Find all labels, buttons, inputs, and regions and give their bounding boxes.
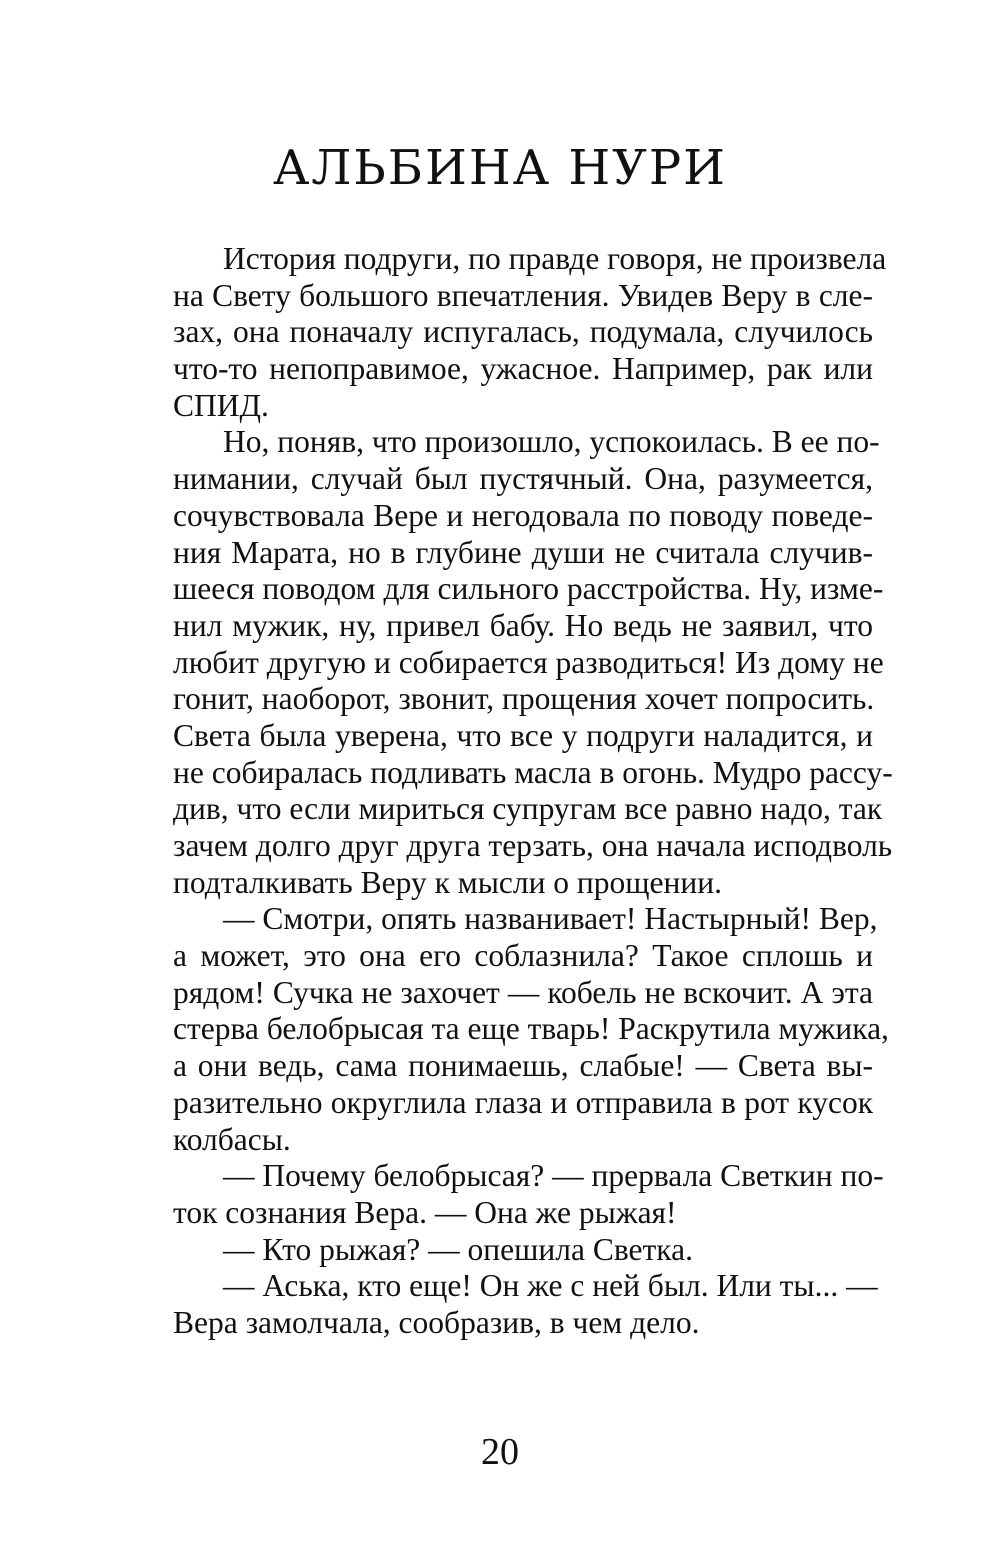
text-line: Вера замолчала, сообразив, в чем дело. (173, 1304, 700, 1340)
text-line: — Аська, кто еще! Он же с ней был. Или ты... — (223, 1268, 878, 1304)
text-line: подталкивать Веру к мысли о прощении. (173, 864, 722, 900)
text-line: ния Марата, но в глубине души не считала случив- (173, 534, 873, 570)
text-line: не собиралась подливать масла в огонь. Мудро рассу- (173, 754, 893, 790)
text-line: шееся поводом для сильного расстройства. Ну, изме- (173, 571, 884, 607)
text-line: — Почему белобрысая? — прервала Светкин по- (223, 1158, 884, 1194)
text-line: а они ведь, сама понимаешь, слабые! — Света вы- (173, 1048, 873, 1084)
text-line: зах, она поначалу испугалась, подумала, случилось (173, 314, 873, 350)
text-line: рядом! Сучка не захочет — кобель не вскочит. А эта (173, 974, 873, 1010)
text-line: нил мужик, ну, привел бабу. Но ведь не заявил, что (173, 607, 873, 643)
text-line: гонит, наоборот, звонит, прощения хочет попросить. (173, 681, 875, 717)
text-line: — Кто рыжая? — опешила Светка. (223, 1231, 693, 1267)
text-line: любит другую и собирается разводиться! Из дому не (173, 644, 884, 680)
text-line: нимании, случай был пустячный. Она, разумеется, (173, 461, 873, 497)
text-line: зачем долго друг друга терзать, она начала исподволь (173, 828, 893, 863)
text-line: а может, это она его соблазнила? Такое сплошь и (173, 938, 873, 974)
text-line: Но, поняв, что произошло, успокоилась. В ее по- (223, 424, 880, 460)
text-line: — Смотри, опять названивает! Настырный! Вер, (223, 901, 878, 937)
text-line: ток сознания Вера. — Она же рыжая! (173, 1194, 677, 1230)
text-line: Света была уверена, что все у подруги наладится, и (173, 717, 873, 753)
text-line: на Свету большого впечатления. Увидев Веру в сле- (173, 277, 873, 313)
running-head-author: АЛЬБИНА НУРИ (272, 140, 728, 196)
text-line: что-то непоправимое, ужасное. Например, рак или (173, 351, 873, 387)
page-number: 20 (481, 1431, 519, 1473)
text-line: История подруги, по правде говоря, не произвела (223, 241, 887, 276)
text-line: разительно округлила глаза и отправила в рот кусок (173, 1084, 873, 1120)
text-line: сочувствовала Вере и негодовала по поводу поведе- (173, 497, 873, 533)
text-line: стерва белобрысая та еще тварь! Раскрутила мужика, (173, 1011, 889, 1047)
text-line: див, что если мириться супругам все равно надо, так (173, 791, 883, 827)
text-line: колбасы. (173, 1121, 291, 1157)
text-line: СПИД. (173, 387, 269, 423)
body-text (173, 241, 893, 1342)
